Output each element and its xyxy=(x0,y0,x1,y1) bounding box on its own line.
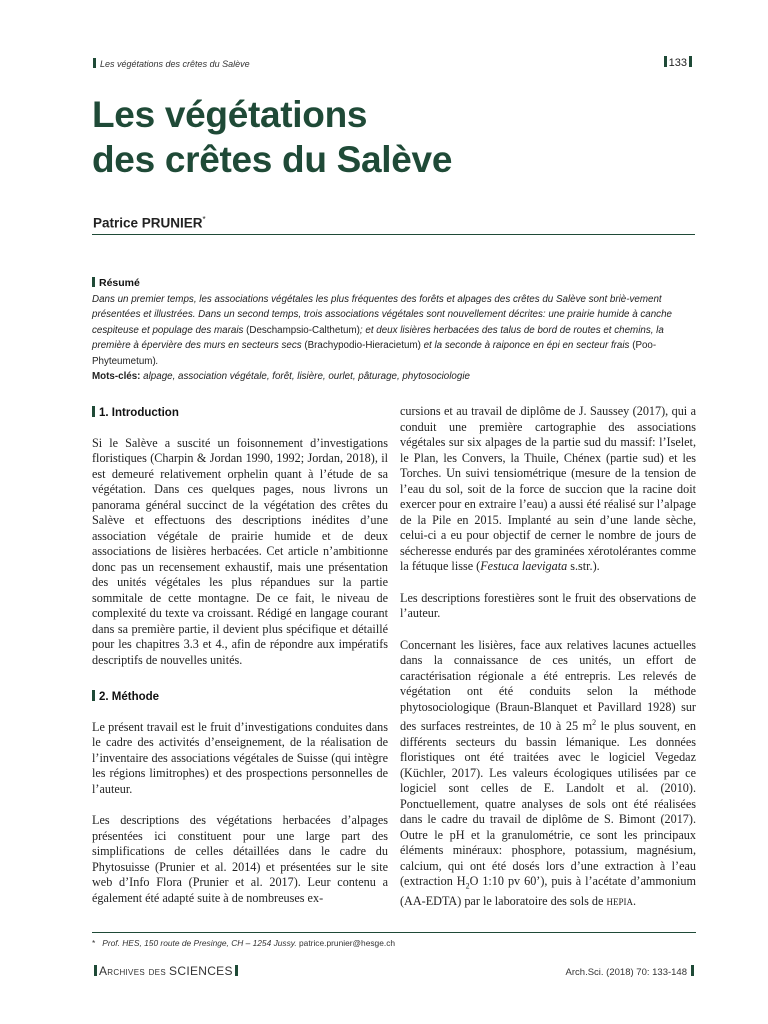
paragraph: Le présent travail est le fruit d’investigations conduites dans le cadre des activités d’enseignement, de la réalisation de l’inventaire des associations végétales de Suisse (qui intègre les régions limitrophes) et des prospections personnelles de l’auteur. xyxy=(92,719,388,796)
paragraph xyxy=(400,404,696,575)
marker-bar xyxy=(92,277,95,287)
paragraph-text: Concernant les lisières, face aux relatives lacunes actuelles dans la connaissance de ces unités, un effort de caractérisation régionale a été entrepris. Les relevés de végétation ont été conduits selon la méthode phytosociologique (Braun-Blanquet et Pavillard 1928) sur des surfaces restreintes, de 10 à 25 m xyxy=(400,637,696,734)
marker-bar xyxy=(689,56,692,67)
abstract-text: et la seconde à raiponce en épi en secteur frais xyxy=(420,340,633,351)
marker-bar xyxy=(664,56,667,67)
page-number xyxy=(662,56,694,69)
section-heading-text: 2. Méthode xyxy=(99,691,160,703)
subscript: 2 xyxy=(465,881,470,891)
abstract-text: . xyxy=(155,355,159,367)
marker-bar xyxy=(691,965,694,976)
author-divider xyxy=(92,234,695,235)
title-line-1: Les végétations xyxy=(92,94,368,135)
abstract-heading xyxy=(92,276,696,292)
title-line-2: des crêtes du Salève xyxy=(92,139,453,180)
association-name: (Poo-Phyteumetum) xyxy=(92,340,657,367)
citation xyxy=(566,965,694,978)
species-name: Festuca laevigata xyxy=(480,559,568,573)
footnote-affiliation: Prof. HES, 150 route de Presinge, CH – 1254 Jussy. xyxy=(102,938,297,948)
article-title xyxy=(92,92,692,182)
abstract-heading-text: Résumé xyxy=(99,277,140,289)
association-name: (Brachypodio-Hieracietum) xyxy=(304,340,421,351)
marker-bar xyxy=(235,965,238,976)
keywords-label: Mots-clés: xyxy=(92,371,141,382)
section-heading-introduction xyxy=(92,406,388,422)
section-heading-text: 1. Introduction xyxy=(99,407,179,419)
abstract-text: Dans un premier temps, les associations végétales les plus fréquentes des forêts et alpages des crêtes du Salève sont briè-vement présentées et illustrées. Dans un second temps, trois associations végétales sont nouvellement décrites: une prairie humide à canche cespiteuse et populage des marais xyxy=(92,293,672,336)
running-head-text: Les végétations des crêtes du Salève xyxy=(100,59,250,69)
section-heading-methode xyxy=(92,690,388,706)
author-line xyxy=(93,215,206,231)
abstract-body xyxy=(92,292,696,370)
author-name: Patrice PRUNIER xyxy=(93,215,203,231)
right-column xyxy=(400,404,696,926)
left-column xyxy=(92,404,388,922)
paragraph-text: . xyxy=(632,894,637,908)
marker-bar xyxy=(94,965,97,976)
abstract-text: ; et deux lisières herbacées des talus de bord de routes et chemins, la première à épervière des murs en secteurs secs xyxy=(92,324,664,351)
paragraph-text: cursions et au travail de diplôme de J. Saussey (2017), qui a conduit une première cartographie des associations végétales sur six alpages de la partie sud du massif: l’Iselet, le Plan, les Convers, la Thuile, Chénex (partie sud) et les Torches. Un suivi tensiométrique (mesure de la tension de l’eau du sol, soit de la force de succion que la racine doit exercer pour en extraire l’eau) a aussi été réalisé sur l’alpage de la Pile en 2015. Implanté au sein d’une lande sèche, celui-ci a eu pour objectif de cerner le nombre de jours de sécheresse endurés par des graminées xérotolérantes comme la fétuque lisse ( xyxy=(400,404,696,573)
page-number-text: 133 xyxy=(668,57,687,69)
marker-bar xyxy=(92,690,95,701)
journal-name-part: Archives des xyxy=(99,964,166,978)
footnote-divider xyxy=(92,932,696,933)
journal-name xyxy=(92,964,240,978)
keywords-list: alpage, association végétale, forêt, lisière, ourlet, pâturage, phytosociologie xyxy=(140,371,470,382)
keywords xyxy=(92,369,696,385)
footnote-email: patrice.prunier@hesge.ch xyxy=(299,938,396,948)
author-footnote-mark: * xyxy=(202,215,206,224)
footnote xyxy=(92,938,395,948)
paragraph xyxy=(400,638,696,910)
paragraph-text: le plus souvent, en différents secteurs du bassin lémanique. Les données floristiques ont été traitées avec le logiciel Vegedaz (Küchler, 2017). Les valeurs écologiques utilisées par ce logiciel sont celles de E. Landolt et al. (2010). Ponctuellement, quatre analyses de sols ont été réalisées dans le cadre du travail de diplôme de S. Bimont (2017). Outre le pH et la granulométrie, ce sont les principaux éléments minéraux: phosphore, potassium, magnésium, calcium, qui ont été dosés lors d’une extraction à l’eau (extraction H xyxy=(400,719,696,889)
institution-name: hepia xyxy=(606,894,633,908)
paragraph-text: s.str.). xyxy=(567,559,600,573)
marker-bar xyxy=(92,406,95,417)
running-head xyxy=(93,58,250,69)
superscript: 2 xyxy=(592,718,597,727)
paragraph: Si le Salève a suscité un foisonnement d’investigations floristiques (Charpin & Jordan 1990, 1992; Jordan, 2018), il est demeuré relativement orphelin quant à l’étude de sa végétation. Dans ces quelques pages, nous livrons un panorama général succinct de la végétation des crêtes du Salève et effectuons des descriptions inédites d’une association végétale de prairie humide et de deux associations de lisières herbacées. Cet article n’ambitionne donc pas un recensement exhaustif, mais une présentation des unités végétales les plus répandues sur la partie sommitale de cette montagne. De ce fait, le niveau de complexité du texte va croissant. Rédigé en langage courant dans sa première partie, il devient plus spécifique et détaillé pour les chapitres 3.3 et 4., afin de répondre aux impératifs descriptifs de nouvelles unités. xyxy=(92,435,388,667)
marker-bar xyxy=(93,58,96,68)
association-name: (Deschampsio-Calthetum) xyxy=(246,324,360,336)
journal-name-part: SCIENCES xyxy=(169,964,233,978)
paragraph-text: O 1:10 pv 60’), puis à l’acétate d’ammonium (AA-EDTA) par le laboratoire des sols de xyxy=(400,874,696,908)
paragraph: Les descriptions des végétations herbacées d’alpages présentées ici constituent pour une large part des simplifications de celles détaillées dans le cadre du Phytosuisse (Prunier et al. 2014) et présentées sur le site web d’Info Flora (Prunier et al. 2017). Leur contenu a également été adapté suite à de nombreuses ex- xyxy=(92,813,388,905)
abstract xyxy=(92,276,696,385)
paragraph: Les descriptions forestières sont le fruit des observations de l’auteur. xyxy=(400,590,696,620)
citation-text: Arch.Sci. (2018) 70: 133-148 xyxy=(565,967,687,978)
footnote-mark: * xyxy=(92,938,96,948)
